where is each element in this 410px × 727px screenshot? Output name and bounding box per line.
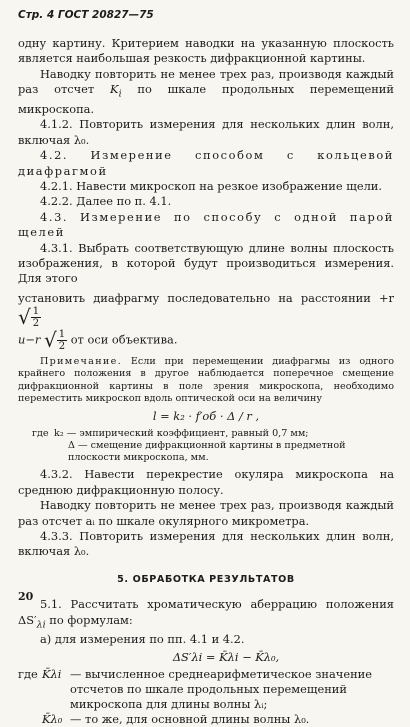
root-sign-1: √ — [18, 304, 31, 329]
def2-text: — то же, для основной длины волны λ₀. — [70, 712, 310, 727]
clause-4-2-title: 4.2. Измерение способом с кольцевой диафрагмой — [18, 148, 394, 178]
clause-4-2-1: 4.2.1. Навести микроскоп на резкое изображение щели. — [40, 178, 383, 193]
symbol-k: K — [110, 82, 119, 97]
legend-where: где — [32, 428, 49, 440]
clause-5-1-b: по формулам: — [45, 612, 133, 627]
paragraph-1: одну картину. Критерием наводки на указанную плоскость является наибольшая резкость дифракционной картины. — [18, 36, 394, 66]
legend-k2: k₂ — эмпирический коэффициент, равный 0,7 мм; — [54, 428, 309, 440]
note-label: Примечание. — [40, 356, 122, 368]
running-header: Стр. 4 ГОСТ 20827—75 — [18, 9, 154, 21]
clause-5-1 — [18, 597, 394, 632]
clause-4-3-title: 4.3. Измерение по способу с одной парой щелей — [18, 209, 394, 240]
axis-line — [18, 329, 394, 352]
def1-symbol: K̄λi — [42, 667, 62, 682]
case-a: а) для измерения по пп. 4.1 и 4.2. — [40, 632, 245, 647]
note — [18, 356, 394, 405]
formula-delta-s: ΔS′λi = K̄λi − K̄λ₀, — [172, 649, 280, 664]
def-where: где — [18, 667, 38, 682]
clause-4-3-1: 4.3.1. Выбрать соответствующую длине волны плоскость изображения, в которой будут производиться измерения. Для этого — [18, 240, 394, 286]
clause-4-3-3: 4.3.3. Повторить измерения для нескольких длин волн, включая λ₀. — [18, 529, 394, 559]
formula-l: l = k₂ · f′об · Δ / r , — [152, 409, 260, 423]
fraction-1-num: 1 — [32, 306, 40, 318]
fraction-2-num: 1 — [58, 329, 66, 341]
note-text: Если при перемещении диафрагмы из одного крайнего положения в другое наблюдается поперечное смещение дифракционной картины в поле зрения микроскопа, необходимо переместить микроскоп вдоль оптической оси на величину — [18, 356, 394, 404]
minus-r-text: и−r — [18, 332, 41, 347]
repeat-note: Наводку повторить не менее трех раз, производя каждый раз отсчет aᵢ по шкале окулярного микрометра. — [18, 498, 394, 528]
fraction-2 — [57, 329, 67, 352]
main-text — [18, 36, 394, 727]
sqrt-formula-1 — [18, 306, 41, 329]
clause-5-1-a: 5.1. Рассчитать хроматическую аберрацию положения ΔS′ — [18, 597, 394, 627]
def1-text: — вычисленное среднеарифметическое значение отсчетов по шкале продольных перемещений микроскопа для длины волны λᵢ; — [70, 667, 372, 712]
symbol-k-sub: i — [118, 88, 122, 100]
def2-symbol: K̄λ₀ — [42, 712, 63, 727]
clause-4-2-2: 4.2.2. Далее по п. 4.1. — [40, 194, 172, 209]
paragraph-2 — [18, 67, 394, 118]
paragraph-2-b: по шкале продольных перемещений микроскопа. — [18, 82, 394, 116]
legend-delta: Δ — смещение дифракционной картины в предметной плоскости микроскопа, мм. — [68, 440, 346, 464]
fraction-2-den: 2 — [58, 341, 66, 353]
definitions — [18, 667, 394, 727]
clause-4-1-2: 4.1.2. Повторить измерения для нескольких длин волн, включая λ₀. — [18, 117, 394, 147]
axis-text: от оси объектива. — [70, 332, 178, 347]
formula-legend — [32, 428, 394, 464]
page-number: 20 — [18, 590, 34, 603]
clause-4-3-2: 4.3.2. Навести перекрестие окуляра микроскопа на среднюю дифракционную полосу. — [18, 467, 394, 497]
paragraph-2-a: Наводку повторить не менее трех раз, производя каждый раз отсчет — [18, 66, 394, 97]
sqrt-formula-2 — [44, 329, 67, 352]
fraction-1-den: 2 — [32, 318, 40, 330]
diaphragm-text: установить диафрагму последовательно на расстоянии +r — [18, 290, 394, 305]
clause-5-1-sub: λi — [36, 618, 46, 630]
root-sign-2: √ — [43, 327, 57, 352]
section-title: 5. ОБРАБОТКА РЕЗУЛЬТАТОВ — [117, 573, 295, 585]
fraction-1 — [31, 306, 41, 329]
diaphragm-line — [18, 291, 394, 329]
